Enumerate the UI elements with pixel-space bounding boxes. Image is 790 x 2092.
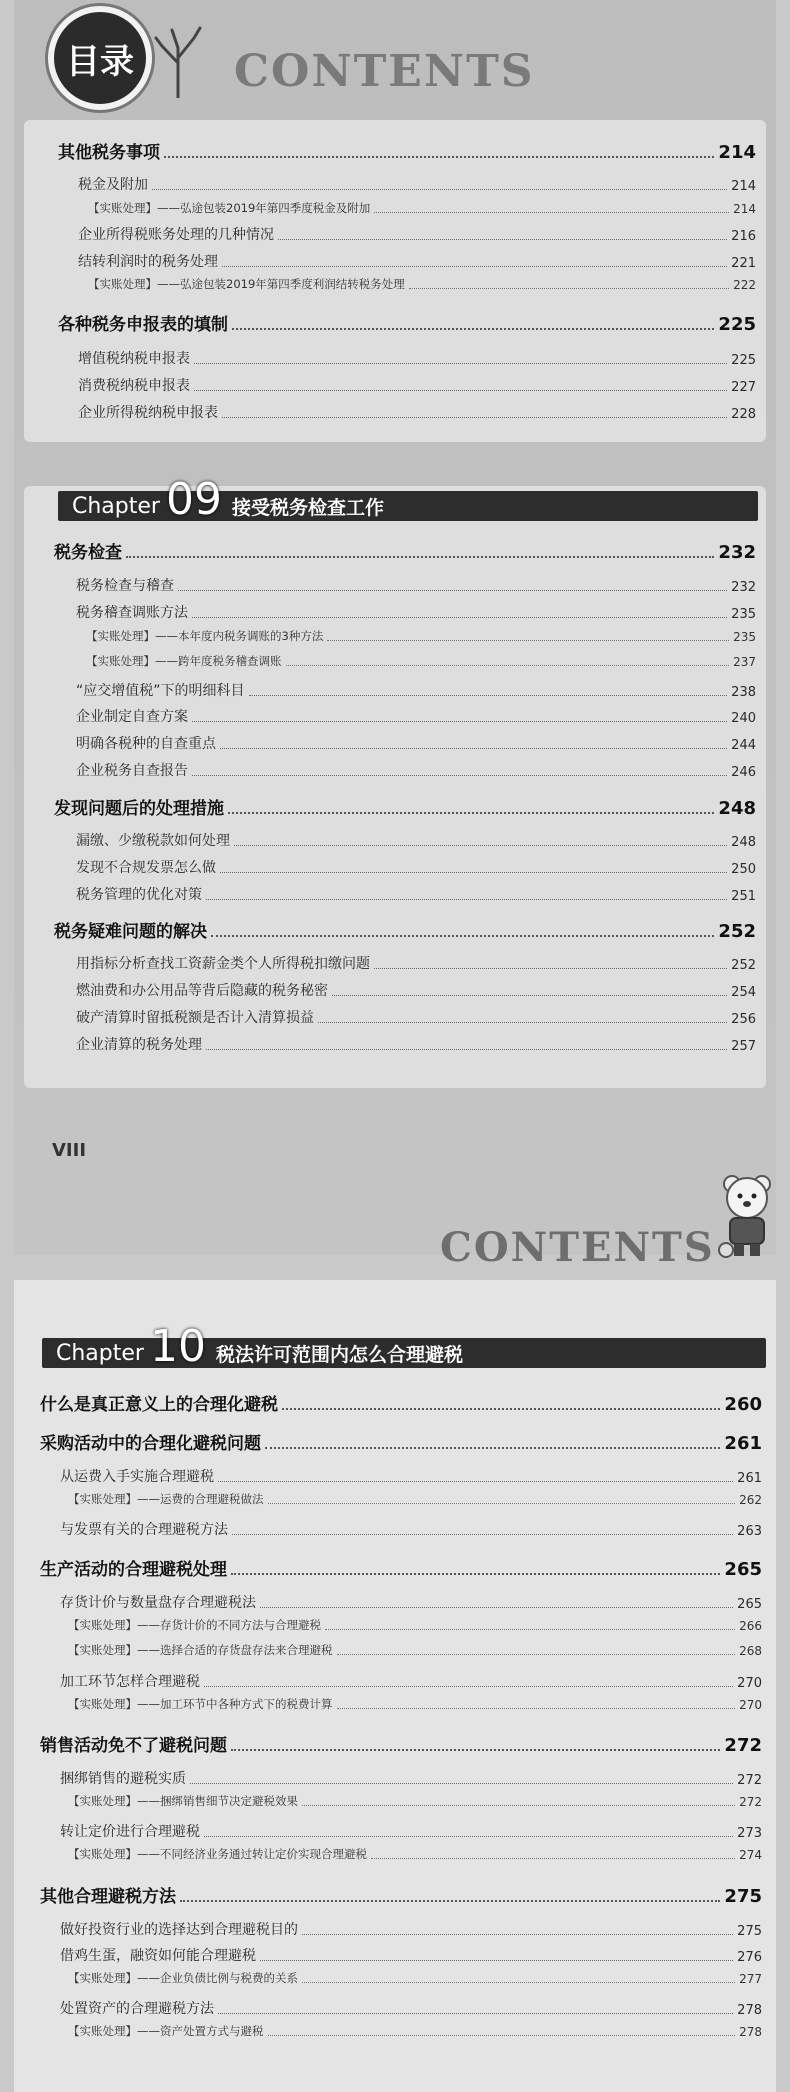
chapter-09-bar [58,474,758,525]
toc-practice-item [68,1846,762,1862]
toc-entry-title: 企业所得税纳税申报表 [78,405,218,421]
chapter-number: 10 [149,1321,206,1372]
toc-entry-title: 税务管理的优化对策 [76,887,202,903]
toc-page-number: 277 [739,1972,762,1986]
toc-entry-title: 与发票有关的合理避税方法 [60,1522,228,1538]
leader-dots [325,1629,735,1630]
toc-section [58,310,756,335]
chapter-word: Chapter [56,1340,144,1366]
leader-dots [260,1607,733,1608]
toc-item [78,402,756,422]
leader-dots [231,1573,720,1575]
toc-practice-item [86,628,756,644]
toc-page-number: 225 [718,314,756,335]
leader-dots [337,1708,736,1709]
toc-entry-title: 什么是真正意义上的合理化避税 [40,1395,278,1415]
leader-dots [192,721,727,722]
toc-entry-title: 处置资产的合理避税方法 [60,2001,214,2017]
toc-page-number: 263 [737,1524,762,1539]
leader-dots [337,1654,736,1655]
toc-page-number: 237 [733,655,756,669]
toc-entry-title: 生产活动的合理避税处理 [40,1560,227,1580]
toc-item [78,174,756,194]
contents-heading: CONTENTS [234,46,535,97]
leader-dots [286,665,730,666]
toc-item [60,1768,762,1788]
toc-item [76,602,756,622]
toc-item [60,1671,762,1691]
toc-item [78,348,756,368]
chapter-title: 税法许可范围内怎么合理避税 [215,1343,463,1366]
leader-dots [211,935,714,937]
toc-entry-title: 其他税务事项 [58,143,160,163]
leader-dots [218,1481,733,1482]
leader-dots [194,390,727,391]
toc-page-number: 276 [737,1950,762,1965]
toc-practice-item [68,1793,762,1809]
toc-item [78,224,756,244]
toc-practice-item [68,1970,762,1986]
toc-item [76,680,756,700]
toc-page-number: 268 [739,1644,762,1658]
toc-practice-item [68,1696,762,1712]
toc-section [54,538,756,563]
leader-dots [268,2035,736,2036]
toc-item [76,884,756,904]
toc-page-number: 246 [731,765,756,780]
toc-page-number: 225 [731,353,756,368]
toc-page-number: 248 [718,798,756,819]
toc-page-number: 222 [733,278,756,292]
leader-dots [260,1960,733,1961]
toc-page-number: 252 [731,958,756,973]
leader-dots [232,328,714,330]
toc-entry-title: 企业清算的税务处理 [76,1037,202,1053]
leader-dots [126,556,714,558]
leader-dots [152,189,727,190]
toc-item [76,1007,756,1027]
toc-entry-title: 借鸡生蛋，融资如何能合理避税 [60,1948,256,1964]
toc-item [76,575,756,595]
toc-entry-title: 用指标分析查找工资薪金类个人所得税扣缴问题 [76,956,370,972]
toc-entry-title: 【实账处理】——不同经济业务通过转让定价实现合理避税 [68,1847,367,1861]
leader-dots [302,1934,733,1935]
leader-dots [220,748,727,749]
chapter-title: 接受税务检查工作 [231,496,384,519]
toc-entry-title: 存货计价与数量盘存合理避税法 [60,1595,256,1611]
toc-page-number: 232 [731,580,756,595]
toc-page-number: 261 [724,1433,762,1454]
leader-dots [371,1858,735,1859]
contents-heading-2: CONTENTS [440,1224,715,1271]
toc-item [78,375,756,395]
toc-entry-title: 【实账处理】——跨年度税务稽查调账 [86,654,282,668]
toc-page-number: 235 [731,607,756,622]
toc-entry-title: 发现不合规发票怎么做 [76,860,216,876]
toc-section [40,1555,762,1580]
toc-entry-title: “应交增值税”下的明细科目 [76,683,245,699]
toc-page-number: 274 [739,1848,762,1862]
toc-page-number: 238 [731,685,756,700]
leader-dots [265,1447,720,1449]
leader-dots [204,1686,733,1687]
toc-page-number: 235 [733,630,756,644]
toc-entry-title: 税务检查 [54,543,122,563]
toc-page-number: 265 [737,1597,762,1612]
leader-dots [278,239,727,240]
toc-page-number: 273 [737,1826,762,1841]
toc-page-number: 275 [724,1886,762,1907]
toc-item [60,1592,762,1612]
toc-page-number: 214 [718,142,756,163]
toc-entry-title: 企业制定自查方案 [76,709,188,725]
toc-entry-title: 【实账处理】——运费的合理避税做法 [68,1492,264,1506]
toc-entry-title: 燃油费和办公用品等背后隐藏的税务秘密 [76,983,328,999]
leader-dots [282,1408,720,1410]
leader-dots [164,156,714,158]
leader-dots [178,590,727,591]
toc-page-number: 266 [739,1619,762,1633]
toc-practice-item [88,200,756,216]
toc-page-number: 265 [724,1559,762,1580]
toc-item [60,1945,762,1965]
toc-item [60,1919,762,1939]
leader-dots [218,2013,733,2014]
toc-item [60,1821,762,1841]
toc-section [40,1429,762,1454]
toc-item [76,953,756,973]
leader-dots [234,845,727,846]
toc-entry-title: 破产清算时留抵税额是否计入清算损益 [76,1010,314,1026]
toc-item [60,1466,762,1486]
toc-entry-title: 采购活动中的合理化避税问题 [40,1434,261,1454]
page-number: VIII [52,1140,87,1161]
toc-page-number: 256 [731,1012,756,1027]
toc-item [76,830,756,850]
leader-dots [222,417,727,418]
leader-dots [220,872,727,873]
toc-entry-title: 转让定价进行合理避税 [60,1824,200,1840]
toc-entry-title: 销售活动免不了避税问题 [40,1736,227,1756]
leader-dots [374,212,729,213]
chapter-number: 09 [165,474,222,525]
toc-entry-title: 捆绑销售的避税实质 [60,1771,186,1787]
toc-page-number: 248 [731,835,756,850]
toc-section [40,1731,762,1756]
toc-page-number: 214 [733,202,756,216]
toc-entry-title: 加工环节怎样合理避税 [60,1674,200,1690]
toc-item [76,760,756,780]
toc-entry-title: 明确各税种的自查重点 [76,736,216,752]
toc-entry-title: 税务疑难问题的解决 [54,922,207,942]
toc-entry-title: 企业税务自查报告 [76,763,188,779]
leader-dots [232,1534,733,1535]
leader-dots [206,1049,727,1050]
toc-entry-title: 结转利润时的税务处理 [78,254,218,270]
leader-dots [332,995,727,996]
toc-page-number: 272 [739,1795,762,1809]
leader-dots [190,1783,733,1784]
toc-item [76,857,756,877]
leader-dots [194,363,727,364]
toc-item [76,1034,756,1054]
leader-dots [318,1022,727,1023]
toc-practice-item [68,1491,762,1507]
toc-item [78,251,756,271]
leader-dots [327,640,729,641]
toc-page-number: 278 [737,2003,762,2018]
toc-page-number: 240 [731,711,756,726]
toc-practice-item [88,276,756,292]
toc-page-number: 216 [731,229,756,244]
leader-dots [192,775,727,776]
toc-entry-title: 税务稽查调账方法 [76,605,188,621]
toc-entry-title: 做好投资行业的选择达到合理避税目的 [60,1922,298,1938]
toc-item [76,980,756,1000]
toc-item [76,706,756,726]
tree-icon [148,18,208,98]
toc-entry-title: 发现问题后的处理措施 [54,799,224,819]
toc-section [40,1882,762,1907]
toc-page-number: 227 [731,380,756,395]
toc-entry-title: 其他合理避税方法 [40,1887,176,1907]
toc-entry-title: 企业所得税账务处理的几种情况 [78,227,274,243]
toc-entry-title: 消费税纳税申报表 [78,378,190,394]
toc-page-number: 275 [737,1924,762,1939]
leader-dots [374,968,727,969]
toc-page-number: 261 [737,1471,762,1486]
toc-item [60,1519,762,1539]
toc-page-number: 214 [731,179,756,194]
toc-entry-title: 【实账处理】——选择合适的存货盘存法来合理避税 [68,1643,333,1657]
chapter-10-bar [42,1321,766,1372]
mulu-badge: 目录 [48,6,152,110]
toc-section [58,138,756,163]
toc-page-number: 232 [718,542,756,563]
leader-dots [222,266,727,267]
leader-dots [302,1805,735,1806]
toc-practice-item [68,1617,762,1633]
toc-item [60,1998,762,2018]
toc-page-number: 272 [724,1735,762,1756]
leader-dots [249,695,728,696]
toc-page-number: 251 [731,889,756,904]
toc-page-number: 262 [739,1493,762,1507]
leader-dots [206,899,727,900]
toc-entry-title: 税金及附加 [78,177,148,193]
toc-entry-title: 漏缴、少缴税款如何处理 [76,833,230,849]
leader-dots [302,1982,735,1983]
toc-practice-item [86,653,756,669]
toc-section [54,794,756,819]
toc-section [54,917,756,942]
toc-entry-title: 【实账处理】——弘途包装2019年第四季度税金及附加 [88,201,371,215]
toc-page-number: 257 [731,1039,756,1054]
toc-page-number: 272 [737,1773,762,1788]
chapter-word: Chapter [72,493,160,519]
toc-item [76,733,756,753]
toc-page-number: 270 [737,1676,762,1691]
leader-dots [268,1503,736,1504]
leader-dots [192,617,727,618]
leader-dots [180,1900,720,1902]
toc-entry-title: 从运费入手实施合理避税 [60,1469,214,1485]
toc-entry-title: 【实账处理】——企业负债比例与税费的关系 [68,1971,298,1985]
toc-entry-title: 增值税纳税申报表 [78,351,190,367]
toc-entry-title: 【实账处理】——弘途包装2019年第四季度利润结转税务处理 [88,277,405,291]
bear-mascot-icon [712,1170,782,1260]
toc-entry-title: 【实账处理】——本年度内税务调账的3种方法 [86,629,324,643]
toc-page-number: 221 [731,256,756,271]
toc-section [40,1390,762,1415]
toc-page-number: 244 [731,738,756,753]
toc-page-number: 228 [731,407,756,422]
leader-dots [228,812,714,814]
toc-entry-title: 税务检查与稽查 [76,578,174,594]
toc-entry-title: 【实账处理】——资产处置方式与避税 [68,2024,264,2038]
toc-entry-title: 【实账处理】——加工环节中各种方式下的税费计算 [68,1697,333,1711]
leader-dots [231,1749,720,1751]
toc-page-number: 250 [731,862,756,877]
toc-page-number: 260 [724,1394,762,1415]
toc-entry-title: 【实账处理】——存货计价的不同方法与合理避税 [68,1618,321,1632]
toc-entry-title: 【实账处理】——捆绑销售细节决定避税效果 [68,1794,298,1808]
toc-page-number: 254 [731,985,756,1000]
toc-entry-title: 各种税务申报表的填制 [58,315,228,335]
leader-dots [204,1836,733,1837]
toc-page-number: 278 [739,2025,762,2039]
toc-page-number: 252 [718,921,756,942]
leader-dots [409,288,729,289]
toc-practice-item [68,1642,762,1658]
toc-practice-item [68,2023,762,2039]
toc-page-number: 270 [739,1698,762,1712]
